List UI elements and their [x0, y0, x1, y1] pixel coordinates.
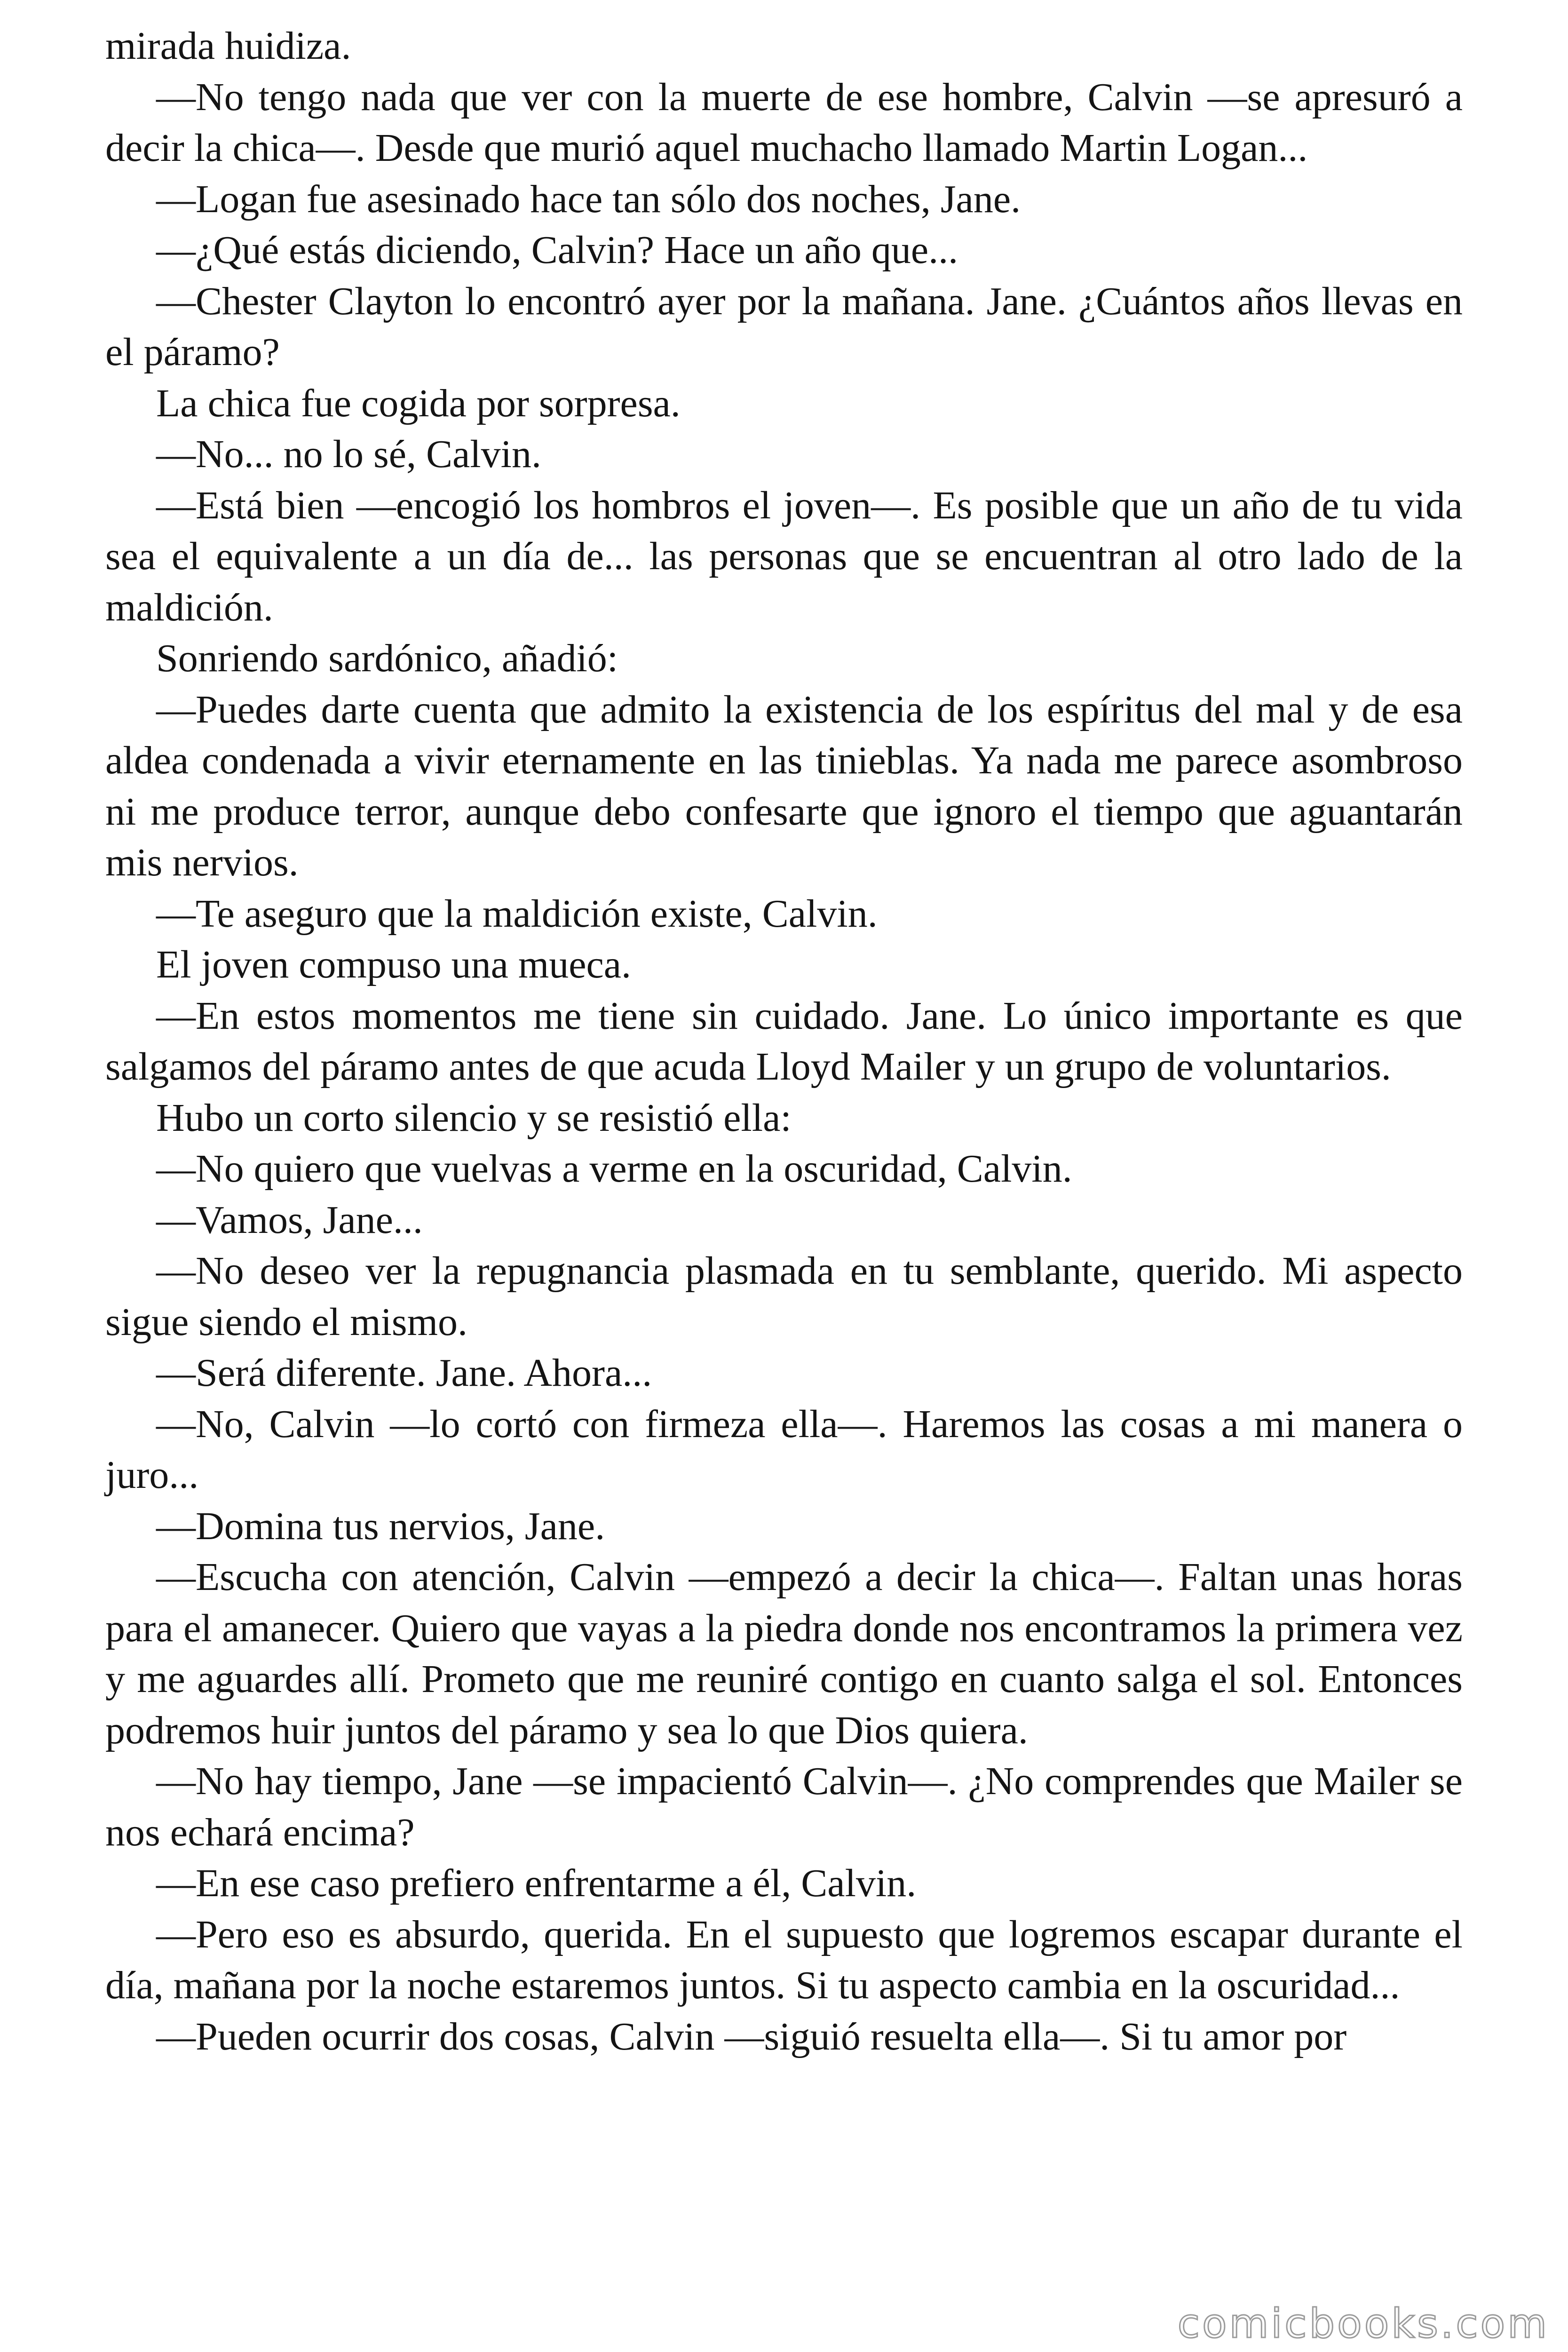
paragraph: —¿Qué estás diciendo, Calvin? Hace un año que...	[156, 228, 958, 272]
paragraph: —No hay tiempo, Jane —se impacientó Calvin—. ¿No comprendes que Mailer se nos echará encima?	[105, 1759, 1463, 1854]
paragraph: —Te aseguro que la maldición existe, Calvin.	[156, 891, 878, 936]
watermark-logo: comicbooks.com	[1177, 2300, 1549, 2347]
paragraph: —En estos momentos me tiene sin cuidado. Jane. Lo único importante es que salgamos del páramo antes de que acuda Lloyd Mailer y un grupo de voluntarios.	[105, 993, 1463, 1089]
paragraph: El joven compuso una mueca.	[156, 943, 632, 986]
paragraph: —Escucha con atención, Calvin —empezó a decir la chica—. Faltan unas horas para el amanecer. Quiero que vayas a la piedra donde nos encontramos la primera vez y me aguardes allí. Prometo que me reuniré contigo en cuanto salga el sol. Entonces podremos huir juntos del páramo y sea lo que Dios quiera.	[105, 1555, 1463, 1752]
paragraph-last: —Pueden ocurrir dos cosas, Calvin —siguió resuelta ella—. Si tu amor por	[156, 2014, 1347, 2058]
paragraph: —No deseo ver la repugnancia plasmada en tu semblante, querido. Mi aspecto sigue siendo el mismo.	[105, 1249, 1463, 1344]
paragraph: —No quiero que vuelvas a verme en la oscuridad, Calvin.	[156, 1147, 1072, 1191]
paragraph-continuation: mirada huidiza.	[105, 24, 351, 68]
paragraph: —No tengo nada que ver con la muerte de ese hombre, Calvin —se apresuró a decir la chica—. Desde que murió aquel muchacho llamado Martin Logan...	[105, 75, 1463, 170]
paragraph: —Pero eso es absurdo, querida. En el supuesto que logremos escapar durante el día, mañana por la noche estaremos juntos. Si tu aspecto cambia en la oscuridad...	[105, 1912, 1463, 2007]
paragraph: La chica fue cogida por sorpresa.	[156, 381, 681, 425]
paragraph: —Vamos, Jane...	[156, 1198, 423, 1242]
paragraph: Hubo un corto silencio y se resistió ella:	[156, 1096, 792, 1140]
paragraph: —Domina tus nervios, Jane.	[156, 1504, 605, 1548]
paragraph: —Está bien —encogió los hombros el joven—. Es posible que un año de tu vida sea el equivalente a un día de... las personas que se encuentran al otro lado de la maldición.	[105, 483, 1463, 629]
page-text	[105, 21, 1463, 2062]
paragraph: —No, Calvin —lo cortó con firmeza ella—. Haremos las cosas a mi manera o juro...	[105, 1402, 1463, 1497]
paragraph: —No... no lo sé, Calvin.	[156, 432, 541, 476]
paragraph: —Logan fue asesinado hace tan sólo dos noches, Jane.	[156, 177, 1021, 221]
paragraph: —Será diferente. Jane. Ahora...	[156, 1351, 652, 1395]
paragraph: Sonriendo sardónico, añadió:	[156, 636, 618, 680]
paragraph: —Puedes darte cuenta que admito la existencia de los espíritus del mal y de esa aldea condenada a vivir eternamente en las tinieblas. Ya nada me parece asombroso ni me produce terror, aunque debo confesarte que ignoro el tiempo que aguantarán mis nervios.	[105, 687, 1463, 884]
paragraph: —Chester Clayton lo encontró ayer por la mañana. Jane. ¿Cuántos años llevas en el páramo?	[105, 279, 1463, 374]
paragraph: —En ese caso prefiero enfrentarme a él, Calvin.	[156, 1861, 917, 1905]
